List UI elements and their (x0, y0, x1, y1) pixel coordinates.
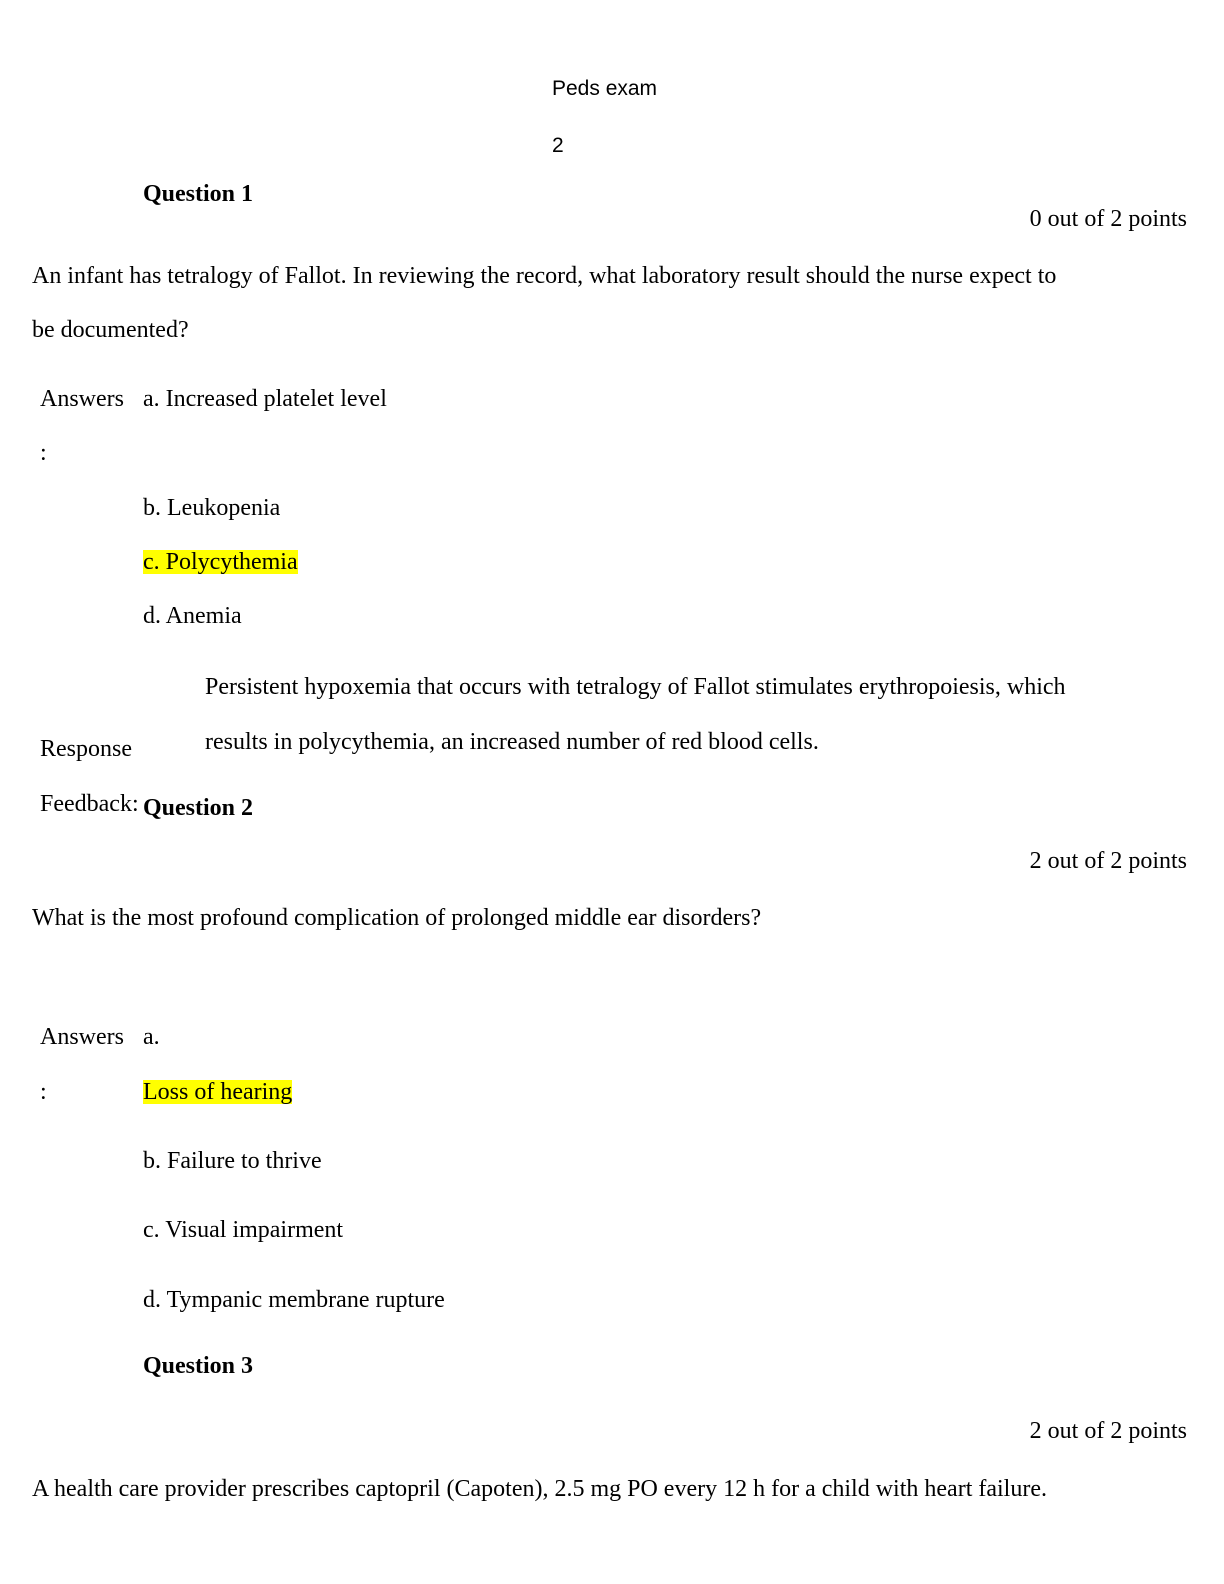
question-1-answers-label: Answers (40, 386, 124, 412)
question-1-option-b: b. Leukopenia (143, 495, 281, 521)
question-1-points: 0 out of 2 points (1029, 206, 1187, 232)
question-3-title: Question 3 (143, 1353, 254, 1379)
feedback-label: Feedback: (40, 791, 139, 817)
question-2-title: Question 2 (143, 795, 254, 821)
page-number: 2 (552, 134, 564, 157)
question-1-option-c-correct: c. Polycythemia (143, 549, 298, 575)
question-2-answers-colon: : (40, 1079, 47, 1105)
question-1-prompt-line1: An infant has tetralogy of Fallot. In reviewing the record, what laboratory result should the nurse expect to (32, 263, 1057, 289)
document-title: Peds exam (552, 77, 658, 100)
question-1-option-a: a. Increased platelet level (143, 386, 387, 412)
question-2-prompt: What is the most profound complication of prolonged middle ear disorders? (32, 905, 762, 931)
question-2-option-d: d. Tympanic membrane rupture (143, 1287, 445, 1313)
question-1-answers-colon: : (40, 440, 47, 466)
question-1-feedback-line2: results in polycythemia, an increased number of red blood cells. (205, 729, 819, 755)
question-1-feedback-line1: Persistent hypoxemia that occurs with tetralogy of Fallot stimulates erythropoiesis, which (205, 674, 1066, 700)
question-1-prompt-line2: be documented? (32, 317, 189, 343)
response-label: Response (40, 736, 132, 762)
question-3-prompt: A health care provider prescribes captopril (Capoten), 2.5 mg PO every 12 h for a child with heart failure. (32, 1476, 1047, 1502)
question-1-title: Question 1 (143, 181, 254, 207)
question-2-option-a-letter: a. (143, 1024, 160, 1050)
question-2-option-a-correct: Loss of hearing (143, 1079, 293, 1105)
question-2-option-c: c. Visual impairment (143, 1217, 344, 1243)
question-2-points: 2 out of 2 points (1029, 848, 1187, 874)
question-3-points: 2 out of 2 points (1029, 1418, 1187, 1444)
question-1-option-d: d. Anemia (143, 603, 242, 629)
question-2-option-b: b. Failure to thrive (143, 1148, 322, 1174)
question-2-answers-label: Answers (40, 1024, 124, 1050)
